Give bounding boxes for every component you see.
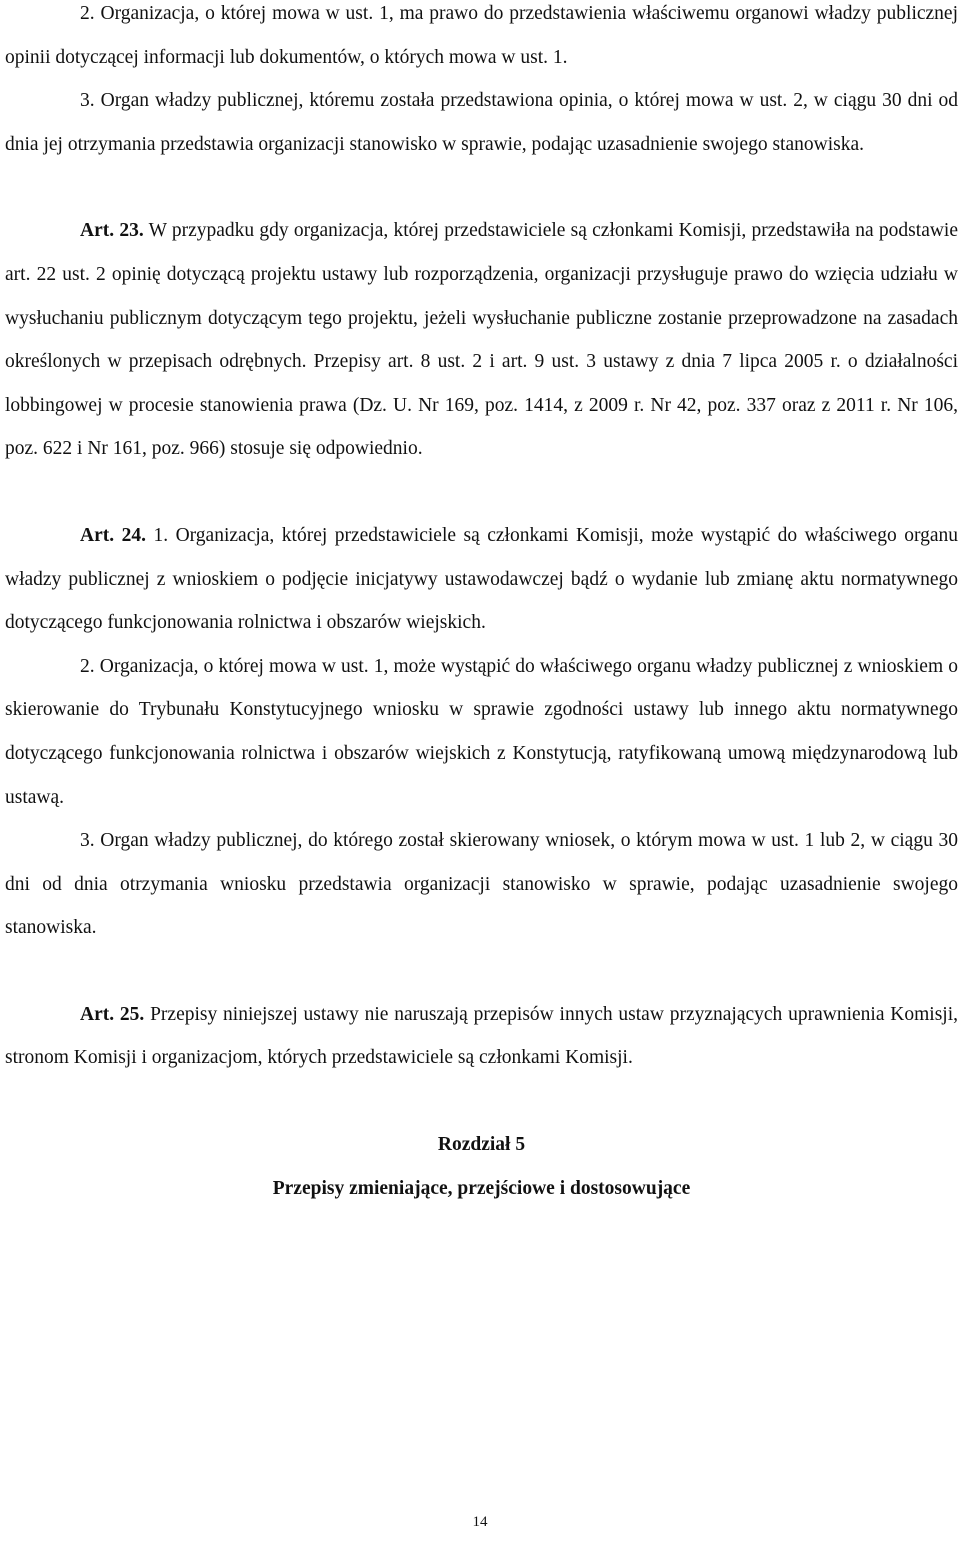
paragraph-art24-ust2: 2. Organizacja, o której mowa w ust. 1, może wystąpić do właściwego organu władzy publicznej z wnioskiem o skierowanie do Trybunału Konstytucyjnego wniosku w sprawie zgodności ustawy lub innego aktu normatywnego dotyczącego funkcjonowania rolnictwa i obszarów wiejskich z Konstytucją, ratyfikowaną umową międzynarodową lub ustawą. xyxy=(5,655,958,808)
page-number: 14 xyxy=(472,1514,488,1530)
chapter-title: Rozdział 5 xyxy=(437,1134,526,1156)
continuation-block xyxy=(5,0,958,166)
paragraph-art22-ust2: 2. Organizacja, o której mowa w ust. 1, ma prawo do przedstawienia właściwemu organowi władzy publicznej opinii dotyczącej informacji lub dokumentów, o których mowa w ust. 1. xyxy=(5,3,958,68)
article-23 xyxy=(5,209,958,471)
article-24 xyxy=(5,514,958,645)
paragraph-art24-ust3: 3. Organ władzy publicznej, do którego został skierowany wniosek, o którym mowa w ust. 1 lub 2, w ciągu 30 dni od dnia otrzymania wniosku przedstawia organizacji stanowisko w sprawie, podając uzasadnienie swojego stanowiska. xyxy=(5,830,958,939)
chapter-subtitle: Przepisy zmieniające, przejściowe i dostosowujące xyxy=(272,1177,691,1199)
article-25 xyxy=(5,993,958,1080)
article-23-text: W przypadku gdy organizacja, której przedstawiciele są członkami Komisji, przedstawiła na podstawie art. 22 ust. 2 opinię dotyczącą projektu ustawy lub rozporządzenia, organizacji przysługuje prawo do wzięcia udziału w wysłuchaniu publicznym dotyczącym tego projektu, jeżeli wysłuchanie publiczne zostanie przeprowadzone na zasadach określonych w przepisach odrębnych. Przepisy art. 8 ust. 2 i art. 9 ust. 3 ustawy z dnia 7 lipca 2005 r. o działalności lobbingowej w procesie stanowienia prawa (Dz. U. Nr 169, poz. 1414, z 2009 r. Nr 42, poz. 337 oraz z 2011 r. Nr 106, poz. 622 i Nr 161, poz. 966) stosuje się odpowiednio. xyxy=(5,220,958,460)
spacer xyxy=(5,1080,958,1123)
article-23-label: Art. 23. xyxy=(80,220,144,242)
article-24-label: Art. 24. xyxy=(80,524,146,546)
spacer xyxy=(5,471,958,514)
article-24-text: 1. Organizacja, której przedstawiciele są członkami Komisji, może wystąpić do właściwego organu władzy publicznej z wnioskiem o podjęcie inicjatywy ustawodawczej bądź o wydanie lub zmianę aktu normatywnego dotyczącego funkcjonowania rolnictwa i obszarów wiejskich. xyxy=(5,524,958,634)
paragraph-art22-ust3: 3. Organ władzy publicznej, któremu została przedstawiona opinia, o której mowa w ust. 2, w ciągu 30 dni od dnia jej otrzymania przedstawia organizacji stanowisko w sprawie, podając uzasadnienie swojego stanowiska. xyxy=(5,90,958,155)
spacer xyxy=(5,950,958,993)
article-25-label: Art. 25. xyxy=(80,1003,145,1025)
article-25-text: Przepisy niniejszej ustawy nie naruszają przepisów innych ustaw przyznających uprawnienia Komisji, stronom Komisji i organizacjom, których przedstawiciele są członkami Komisji. xyxy=(5,1003,958,1069)
spacer xyxy=(5,166,958,209)
